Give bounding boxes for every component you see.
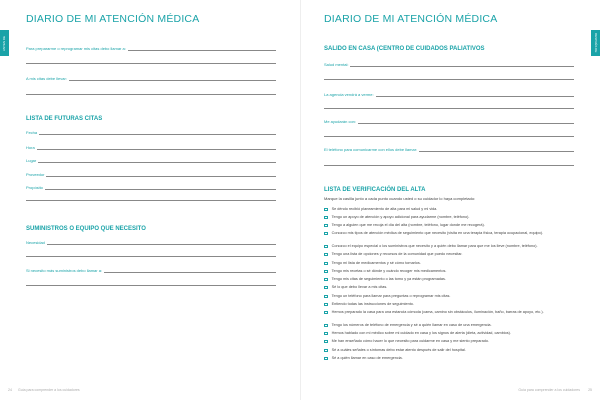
checkbox[interactable] <box>324 232 328 236</box>
checklist-item[interactable] <box>324 252 579 257</box>
checklist-item[interactable] <box>324 356 579 361</box>
field-line <box>39 131 276 135</box>
page-footer: Guía para comprender a los cuidadores <box>518 388 580 392</box>
checkbox[interactable] <box>324 357 328 361</box>
field-label: Proveedor <box>26 172 45 177</box>
field-line <box>324 136 574 137</box>
field-line <box>324 79 574 80</box>
checklist-item-label: Hemos preparado la casa para una estancia cómoda (cama, camino sin obstáculos, iluminación, baño, barras de apoyo, etc.). <box>331 310 544 314</box>
section-title: SALIDO EN CASA (CENTRO DE CUIDADOS PALIATIVOS <box>324 46 485 52</box>
checkbox[interactable] <box>324 253 328 257</box>
checkbox[interactable] <box>324 262 328 266</box>
checklist-item[interactable] <box>324 244 579 249</box>
field-label: Necesidad <box>26 240 45 245</box>
checkbox[interactable] <box>324 332 328 336</box>
checklist-intro: Marque la casilla junto a cada punto cuando usted o su cuidador lo haya completado: <box>324 196 476 201</box>
checklist-item-label: Tengo un apoyo de atención y apoyo adicional para ayudarme (nombre, teléfono). <box>331 215 470 219</box>
checklist-item-label: Conozco mis tipos de atención médica de seguimiento que necesito (visita en una terapia física, terapia ocupacional, equipo). <box>331 231 544 235</box>
field-line <box>26 256 276 257</box>
field-line <box>26 285 276 286</box>
checklist-item[interactable] <box>324 231 579 236</box>
checklist-item[interactable] <box>324 215 579 220</box>
form-field[interactable] <box>324 119 574 124</box>
checklist-item[interactable] <box>324 302 579 307</box>
checklist-item-label: Tengo una lista de opciones y recursos de la comunidad que puedo necesitar. <box>331 252 463 256</box>
field-label: Fecha <box>26 130 38 135</box>
field-line <box>376 93 574 97</box>
checkbox[interactable] <box>324 340 328 344</box>
form-field[interactable] <box>26 145 276 150</box>
field-line <box>69 77 276 81</box>
checklist-item-label: Conozco el equipo especial o los suministros que necesito y a quién debo llamar para que me los lleve (nombre, teléfono). <box>331 244 538 248</box>
field-line <box>358 120 574 124</box>
field-label: Si necesito más suministros debo llamar a: <box>26 268 103 273</box>
checklist-item[interactable] <box>324 294 579 299</box>
field-line <box>26 94 276 95</box>
form-field[interactable] <box>324 62 574 67</box>
checkbox[interactable] <box>324 245 328 249</box>
checkbox[interactable] <box>324 208 328 212</box>
checklist-item-label: Tengo mis citas de seguimiento o las tomo y ya están programadas. <box>331 277 446 281</box>
form-field[interactable] <box>26 46 276 51</box>
form-field[interactable] <box>26 158 276 163</box>
checkbox[interactable] <box>324 295 328 299</box>
checkbox[interactable] <box>324 303 328 307</box>
field-line <box>47 241 276 245</box>
form-field[interactable] <box>324 147 574 152</box>
page-title: DIARIO DE MI ATENCIÓN MÉDICA <box>26 13 200 25</box>
field-line <box>104 269 276 273</box>
checklist-item-label: Me han enseñado cómo hacer lo que necesito para cuidarme en casa y me siento preparado. <box>331 339 490 343</box>
checklist-item[interactable] <box>324 323 579 328</box>
field-line <box>26 200 276 201</box>
checklist-item-label: Tengo a alguien que me recoja el día del alta (nombre, teléfono, lugar donde me recogerá). <box>331 223 485 227</box>
field-label: Hora <box>26 145 35 150</box>
checklist-item[interactable] <box>324 223 579 228</box>
form-field[interactable] <box>324 92 574 97</box>
checklist-item[interactable] <box>324 277 579 282</box>
checkbox[interactable] <box>324 311 328 315</box>
field-line <box>350 63 574 67</box>
checkbox[interactable] <box>324 216 328 220</box>
checkbox[interactable] <box>324 224 328 228</box>
side-tab-label: DESPUÉS DE <box>594 33 598 53</box>
checkbox[interactable] <box>324 270 328 274</box>
field-line <box>38 159 276 163</box>
field-label: Propósito <box>26 185 43 190</box>
field-label: Salud mental: <box>324 62 349 67</box>
field-label: La agencia vendrá a verme: <box>324 92 374 97</box>
checklist-item-label: Tengo los números de teléfono de emergencia y sé a quién llamar en caso de una emergencia. <box>331 323 492 327</box>
checklist-item-label: Sé a cuáles señales o síntomas debo estar atento después de salir del hospital. <box>331 348 466 352</box>
checklist-item[interactable] <box>324 339 579 344</box>
side-tab-label: ANTES DE <box>2 35 6 51</box>
checklist-item-label: Tengo mis recetas o sé dónde y cuándo recoger mis medicamentos. <box>331 269 447 273</box>
field-line <box>128 47 276 51</box>
checklist-item-label: Sé lo que debo llevar a mis citas. <box>331 285 388 289</box>
section-title: LISTA DE FUTURAS CITAS <box>26 116 103 122</box>
field-line <box>46 173 276 177</box>
checklist-item[interactable] <box>324 261 579 266</box>
form-field[interactable] <box>26 185 276 190</box>
checkbox[interactable] <box>324 278 328 282</box>
page-number: 25 <box>588 388 592 392</box>
field-line <box>324 108 574 109</box>
form-field[interactable] <box>26 268 276 273</box>
section-title: SUMINISTROS O EQUIPO QUE NECESITO <box>26 226 146 232</box>
field-label: El teléfono para comunicarme con ellos debe llamar: <box>324 147 418 152</box>
checkbox[interactable] <box>324 349 328 353</box>
right-page <box>300 0 600 400</box>
form-field[interactable] <box>26 76 276 81</box>
checklist-item-label: Tengo mi lista de medicamentos y sé cómo tomarlos. <box>331 261 421 265</box>
checklist-item-label: Tengo un teléfono para llamar para preguntas o reprogramar mis citas. <box>331 294 451 298</box>
form-field[interactable] <box>26 172 276 177</box>
checklist-item-label: Hemos hablado con mi médico sobre mi cuidado en casa y los signos de alerta (dieta, actividad, cambios). <box>331 331 511 335</box>
field-line <box>324 165 574 166</box>
page-number: 24 <box>8 388 12 392</box>
field-label: Lugar <box>26 158 37 163</box>
form-field[interactable] <box>26 240 276 245</box>
field-line <box>26 63 276 64</box>
field-line <box>419 148 574 152</box>
field-line <box>45 186 276 190</box>
page-footer: Guía para comprender a los cuidadores <box>18 388 80 392</box>
section-title: LISTA DE VERIFICACIÓN DEL ALTA <box>324 187 426 193</box>
page-title: DIARIO DE MI ATENCIÓN MÉDICA <box>324 13 498 25</box>
form-field[interactable] <box>26 130 276 135</box>
field-line <box>37 146 276 150</box>
checklist-item-label: Se déndo recibió planeamiento de alta para mi salud y mi vida. <box>331 207 438 211</box>
checklist-item[interactable] <box>324 310 579 315</box>
checklist-item[interactable] <box>324 207 579 212</box>
checklist-item-label: Entiendo todas las instrucciones de seguimiento. <box>331 302 414 306</box>
field-label: A mis citas debe llevar: <box>26 76 67 81</box>
checkbox[interactable] <box>324 324 328 328</box>
checklist-item[interactable] <box>324 269 579 274</box>
checklist-item[interactable] <box>324 285 579 290</box>
checklist-item[interactable] <box>324 331 579 336</box>
checklist-item-label: Sé a quién llamar en caso de emergencia. <box>331 356 403 360</box>
field-label: Para prepararme o reprogramar mis citas debo llamar a: <box>26 46 126 51</box>
checklist-item[interactable] <box>324 348 579 353</box>
field-label: Me ayudarán con: <box>324 119 357 124</box>
checkbox[interactable] <box>324 286 328 290</box>
